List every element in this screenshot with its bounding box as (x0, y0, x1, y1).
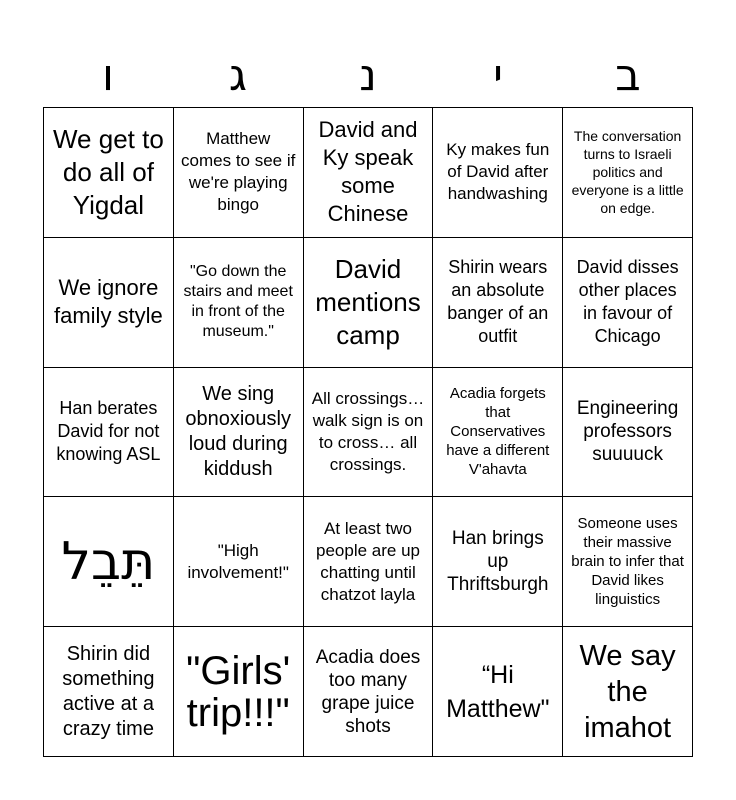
bingo-board (43, 107, 693, 757)
bingo-free-cell[interactable] (44, 497, 174, 627)
bingo-free-cell-text: תֵּבֵל (61, 531, 156, 592)
bingo-cell[interactable] (304, 108, 434, 238)
bingo-cell-text: Ky makes fun of David after handwashing (446, 140, 550, 204)
bingo-cell-text: We say the imahot (579, 639, 676, 744)
bingo-cell-text: Acadia does too many grape juice shots (315, 646, 421, 737)
bingo-cell-text: We get to do all of Yigdal (52, 123, 164, 220)
bingo-cell-text: "Go down the stairs and meet in front of the museum." (183, 263, 293, 341)
bingo-cell[interactable] (433, 497, 563, 627)
bingo-cell-text: "High involvement!" (187, 540, 289, 582)
bingo-cell[interactable] (563, 368, 693, 498)
bingo-cell[interactable] (44, 108, 174, 238)
bingo-cell-text: Someone uses their massive brain to infer that David likes linguistics (571, 515, 684, 609)
bingo-cell[interactable] (304, 368, 434, 498)
bingo-cell[interactable] (433, 238, 563, 368)
bingo-cell-text: David and Ky speak some Chinese (318, 117, 418, 227)
header-letter-bet: ב (615, 50, 641, 101)
bingo-cell-text: Han berates David for not knowing ASL (56, 398, 161, 465)
bingo-cell-text: At least two people are up chatting until chatzot layla (316, 518, 420, 604)
bingo-cell[interactable] (174, 627, 304, 757)
bingo-cell[interactable] (44, 368, 174, 498)
bingo-cell-text: “Hi Matthew" (446, 660, 550, 723)
bingo-cell-text: Shirin wears an absolute banger of an outfit (447, 257, 549, 347)
header-letter-vav: ו (102, 50, 114, 101)
bingo-cell[interactable] (433, 627, 563, 757)
bingo-cell[interactable] (304, 497, 434, 627)
bingo-cell-text: Shirin did something active at a crazy time (62, 642, 155, 740)
header-letter-nun: נ (359, 50, 377, 101)
bingo-cell-text: Engineering professors suuuuck (576, 398, 679, 466)
bingo-cell-text: The conversation turns to Israeli politics and everyone is a little on edge. (571, 128, 684, 217)
bingo-cell[interactable] (174, 368, 304, 498)
bingo-cell[interactable] (44, 238, 174, 368)
bingo-cell-text: David disses other places in favour of Chicago (576, 257, 679, 347)
bingo-cell-text: Matthew comes to see if we're playing bingo (181, 129, 296, 215)
bingo-cell-text: David mentions camp (315, 253, 421, 350)
bingo-cell-text: Han brings up Thriftsburgh (447, 528, 549, 596)
bingo-cell[interactable] (174, 238, 304, 368)
header-letter-gimel: ג (228, 50, 248, 101)
bingo-cell[interactable] (174, 108, 304, 238)
bingo-cell-text: We sing obnoxiously loud during kiddush (185, 382, 291, 480)
bingo-cell[interactable] (44, 627, 174, 757)
bingo-cell[interactable] (563, 108, 693, 238)
bingo-cell[interactable] (433, 108, 563, 238)
bingo-cell[interactable] (563, 497, 693, 627)
bingo-cell[interactable] (563, 627, 693, 757)
bingo-cell-text: "Girls' trip!!!" (186, 648, 291, 735)
bingo-cell[interactable] (304, 627, 434, 757)
bingo-cell-text: All crossings… walk sign is on to cross… all crossings. (311, 388, 425, 474)
bingo-cell[interactable] (563, 238, 693, 368)
bingo-cell-text: We ignore family style (54, 275, 163, 329)
bingo-cell-text: Acadia forgets that Conservatives have a different V'ahavta (446, 385, 550, 479)
bingo-cell[interactable] (304, 238, 434, 368)
bingo-cell[interactable] (433, 368, 563, 498)
header-letter-yod: י (493, 50, 503, 101)
bingo-cell[interactable] (174, 497, 304, 627)
bingo-header (43, 48, 693, 104)
